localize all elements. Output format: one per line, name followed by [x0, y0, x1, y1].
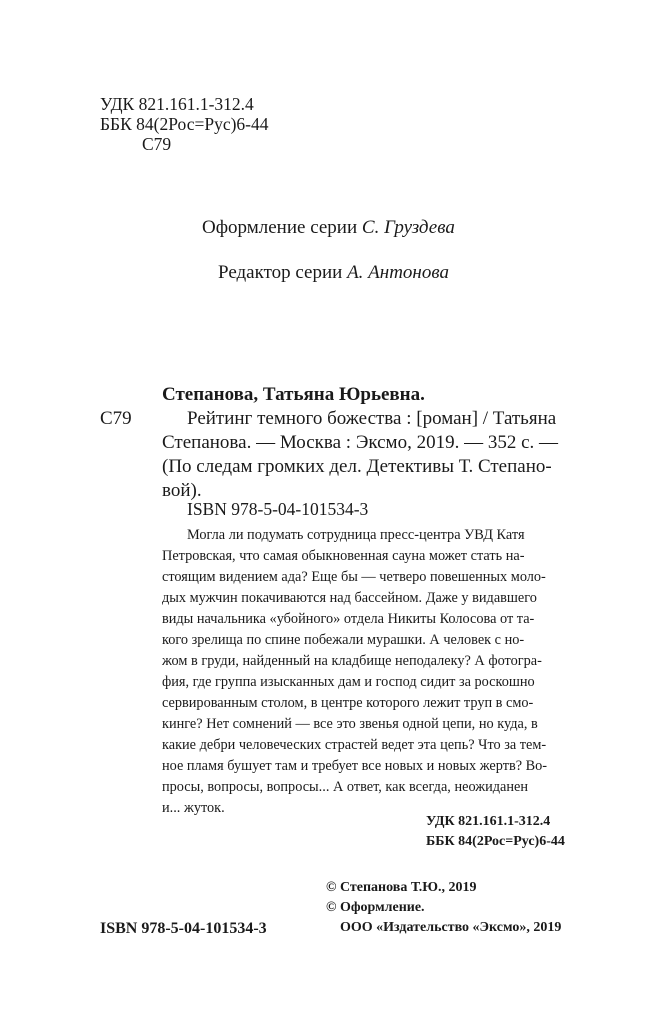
copyright-author: © Степанова Т.Ю., 2019: [326, 880, 477, 895]
annotation-line: сервированным столом, в центре которого лежит труп в смо-: [162, 695, 534, 711]
catalog-line: (По следам громких дел. Детективы Т. Степано-: [162, 456, 552, 477]
author-heading: Степанова, Татьяна Юрьевна.: [162, 384, 425, 405]
annotation-line: кинге? Нет сомнений — все это звенья одной цепи, но куда, в: [162, 716, 538, 732]
catalog-line: Степанова. — Москва : Эксмо, 2019. — 352 с. —: [162, 432, 559, 453]
udk-code: УДК 821.161.1-312.4: [100, 94, 254, 114]
annotation-line: жом в груди, найденный на кладбище неподалеку? А фотогра-: [162, 653, 542, 669]
series-design-credit: [202, 217, 455, 239]
annotation-line: кого зрелища по спине побежали мурашки. А человек с но-: [162, 632, 525, 648]
bottom-udk-code: УДК 821.161.1-312.4: [426, 814, 551, 829]
series-design-name: С. Груздева: [361, 217, 455, 238]
annotation-line: просы, вопросы, вопросы... А ответ, как всегда, неожиданен: [162, 779, 529, 795]
series-editor-credit: [218, 262, 449, 284]
annotation-line: Петровская, что самая обыкновенная сауна может стать на-: [162, 548, 525, 564]
annotation-line: ное пламя бушует там и требует все новых и новых жертв? Во-: [162, 758, 548, 774]
publisher-line: ООО «Издательство «Эксмо», 2019: [340, 920, 562, 935]
bottom-bbk-code: ББК 84(2Рос=Рус)6-44: [426, 834, 565, 849]
catalog-line: вой).: [162, 480, 202, 501]
annotation-line: дых мужчин покачиваются над бассейном. Даже у видавшего: [162, 590, 537, 606]
series-editor-name: А. Антонова: [347, 262, 449, 283]
catalog-line: Рейтинг темного божества : [роман] / Татьяна: [187, 408, 557, 429]
bbk-code: ББК 84(2Рос=Рус)6-44: [100, 114, 269, 134]
imprint-isbn: ISBN 978-5-04-101534-3: [100, 920, 267, 937]
annotation-line: Могла ли подумать сотрудница пресс-центра УВД Катя: [187, 527, 525, 543]
series-editor-label: Редактор серии: [218, 262, 343, 283]
catalog-isbn: ISBN 978-5-04-101534-3: [187, 499, 369, 519]
annotation-line: какие дебри человеческих страстей ведет эта цепь? Что за тем-: [162, 737, 547, 753]
series-design-label: Оформление серии: [202, 217, 358, 238]
annotation-line: и... жуток.: [162, 800, 225, 816]
annotation-line: фия, где группа изысканных дам и господ сидит за роскошно: [162, 674, 535, 690]
catalog-mark: С79: [100, 408, 132, 429]
copyright-design: © Оформление.: [326, 900, 425, 915]
annotation-line: виды начальника «убойного» отдела Никиты Колосова от та-: [162, 611, 535, 627]
annotation-line: стоящим видением ада? Еще бы — четверо повешенных моло-: [162, 569, 546, 585]
author-mark: С79: [142, 134, 172, 154]
